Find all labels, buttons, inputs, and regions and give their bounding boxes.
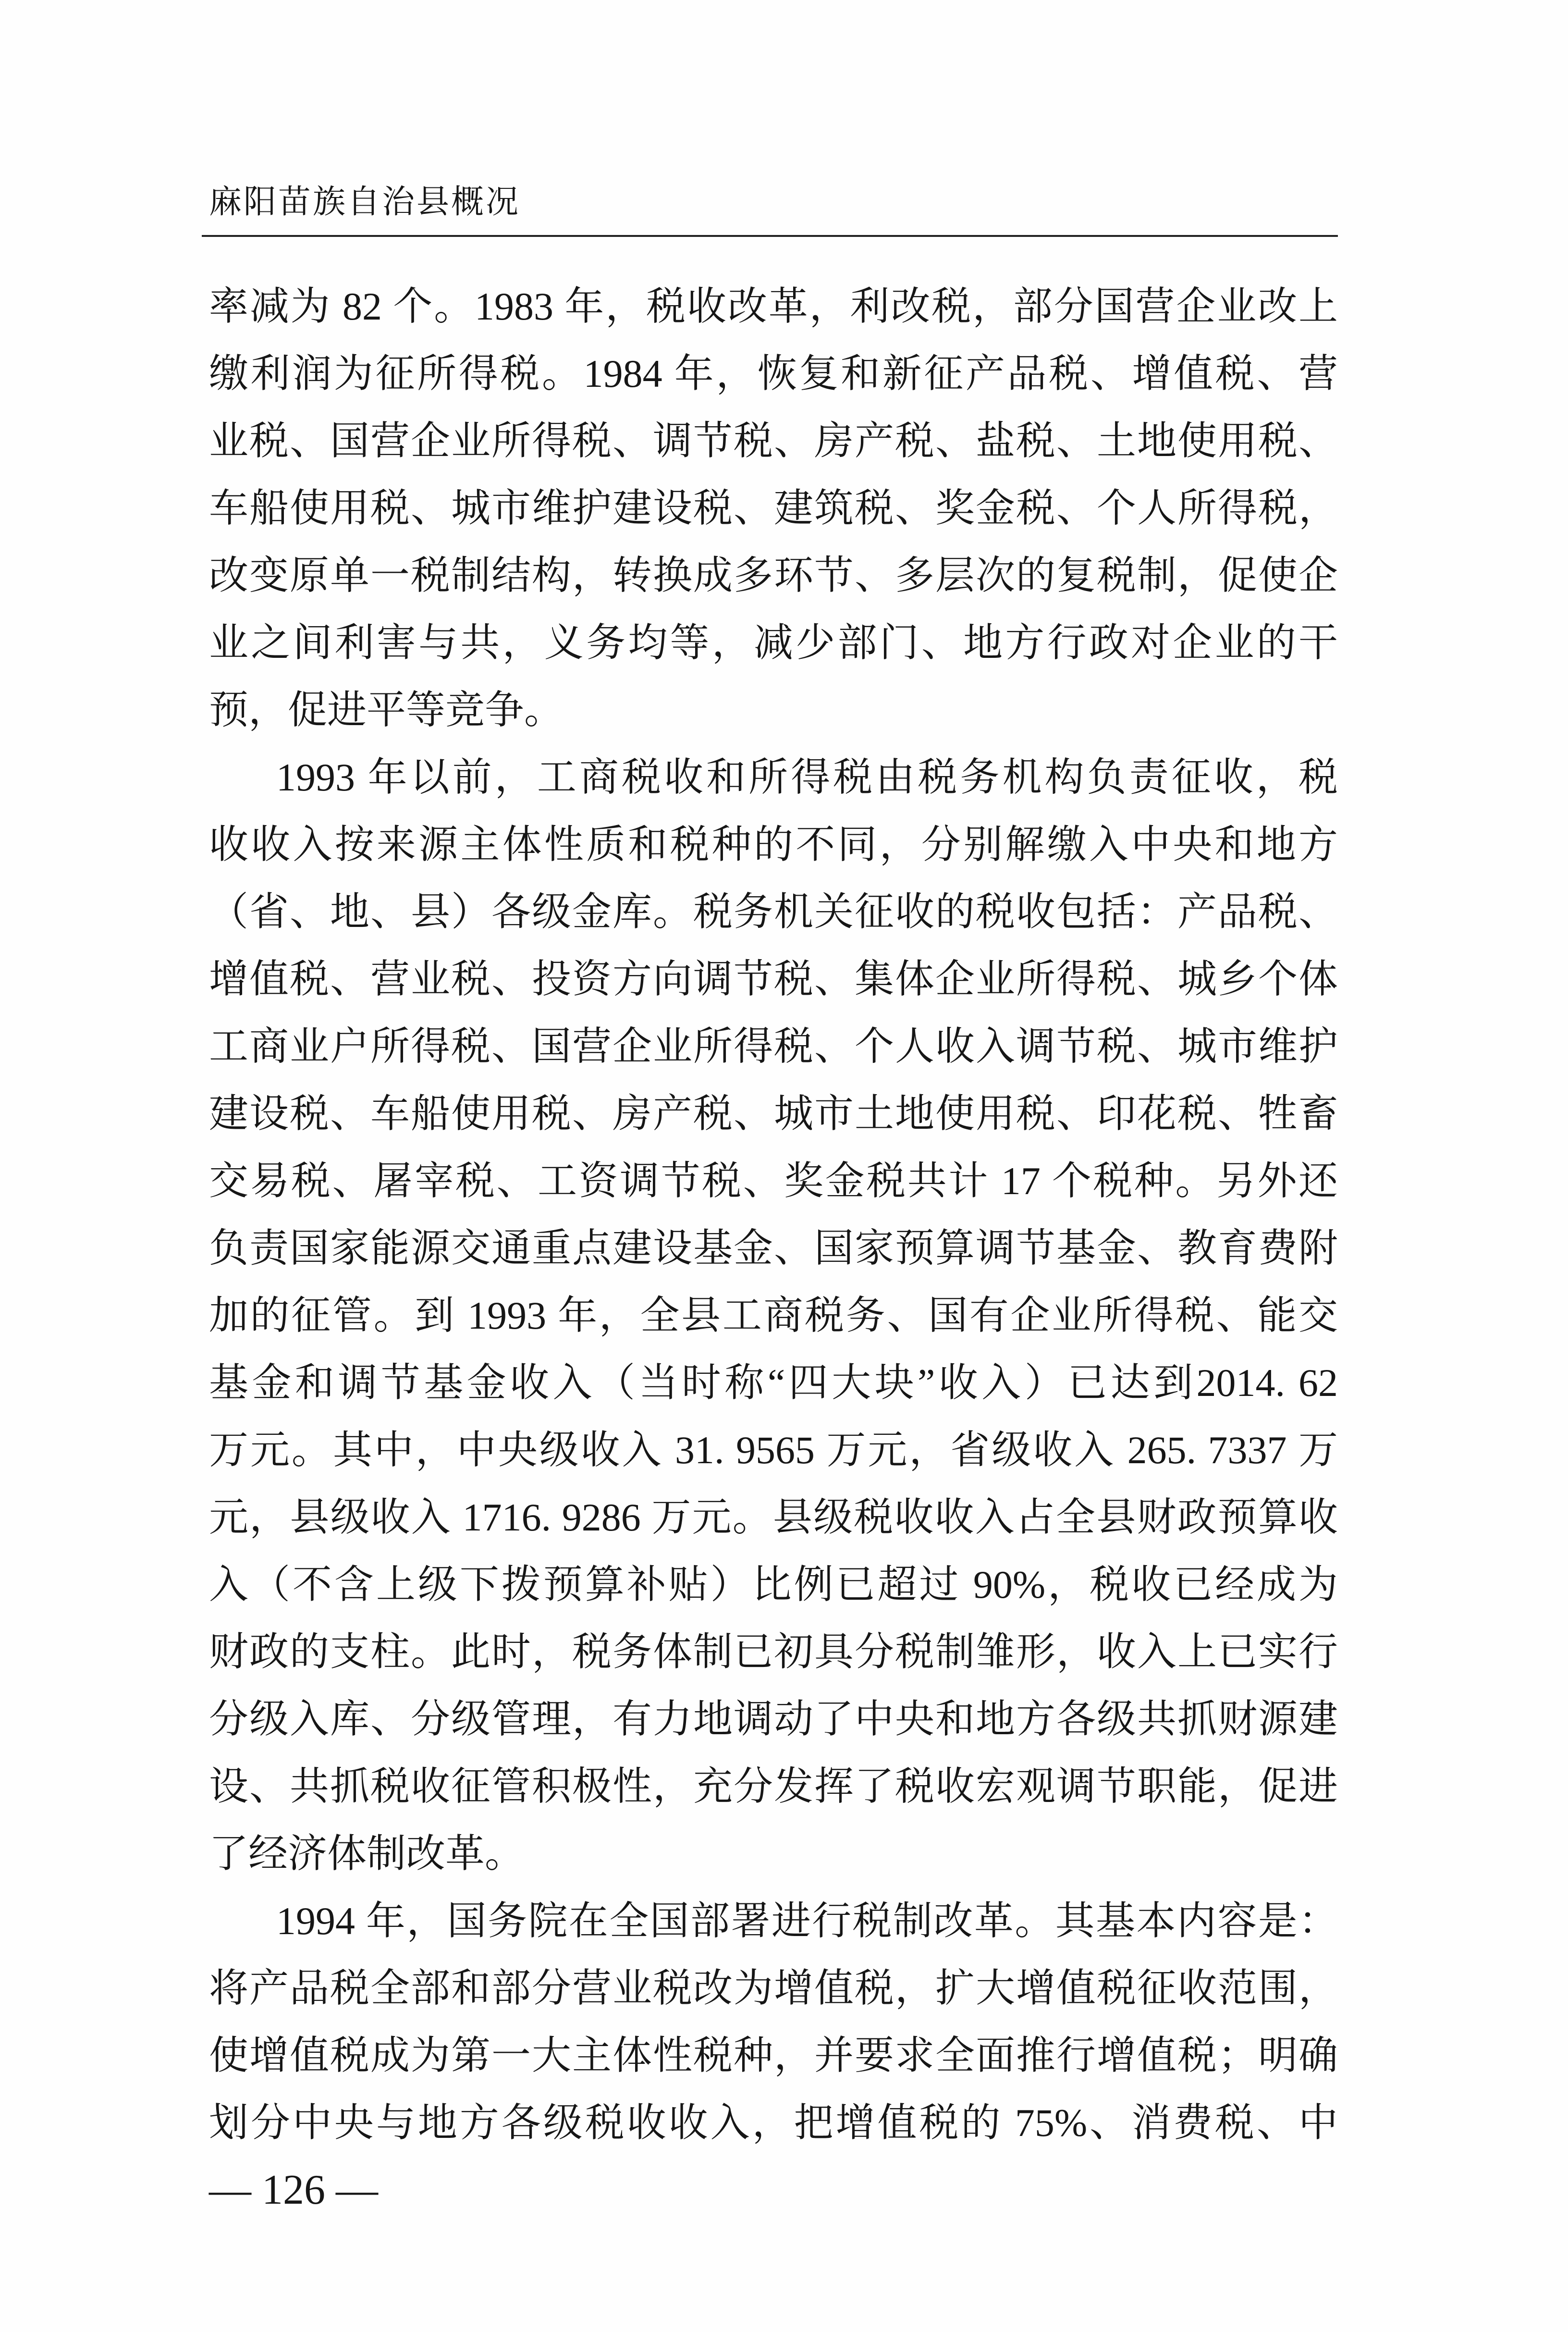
- paragraph: [209, 744, 1338, 1888]
- text-line: 元，县级收入 1716. 9286 万元。县级税收收入占全县财政预算收: [209, 1495, 1338, 1539]
- running-head: 麻阳苗族自治县概况: [209, 184, 521, 220]
- text-line: 缴利润为征所得税。1984 年，恢复和新征产品税、增值税、营: [209, 352, 1338, 395]
- text-line: 业税、国营企业所得税、调节税、房产税、盐税、土地使用税、: [209, 419, 1338, 463]
- text-line: 万元。其中，中央级收入 31. 9565 万元，省级收入 265. 7337 万: [209, 1428, 1338, 1472]
- text-line: 率减为 82 个。1983 年，税收改革，利改税，部分国营企业改上: [209, 284, 1338, 328]
- text-line: 负责国家能源交通重点建设基金、国家预算调节基金、教育费附: [209, 1226, 1338, 1270]
- text-line: 1993 年以前，工商税收和所得税由税务机构负责征收，税: [276, 755, 1338, 799]
- text-line: 1994 年，国务院在全国部署进行税制改革。其基本内容是：: [276, 1899, 1338, 1943]
- text-line: 分级入库、分级管理，有力地调动了中央和地方各级共抓财源建: [209, 1697, 1338, 1741]
- text-line: 划分中央与地方各级税收收入，把增值税的 75%、消费税、中: [209, 2101, 1338, 2145]
- text-line: 财政的支柱。此时，税务体制已初具分税制雏形，收入上已实行: [209, 1630, 1338, 1674]
- text-line: 加的征管。到 1993 年，全县工商税务、国有企业所得税、能交: [209, 1294, 1338, 1337]
- page-number: — 126 —: [209, 2167, 378, 2213]
- text-line: 收收入按来源主体性质和税种的不同，分别解缴入中央和地方: [209, 823, 1338, 866]
- text-line: 车船使用税、城市维护建设税、建筑税、奖金税、个人所得税，: [209, 486, 1338, 530]
- text-line: 了经济体制改革。: [209, 1832, 525, 1875]
- text-line: 入（不含上级下拨预算补贴）比例已超过 90%，税收已经成为: [209, 1563, 1338, 1606]
- text-line: 设、共抓税收征管积极性，充分发挥了税收宏观调节职能，促进: [209, 1764, 1338, 1808]
- text-line: 工商业户所得税、国营企业所得税、个人收入调节税、城市维护: [209, 1024, 1338, 1068]
- text-line: 交易税、屠宰税、工资调节税、奖金税共计 17 个税种。另外还: [209, 1159, 1338, 1203]
- text-line: 预，促进平等竞争。: [209, 688, 564, 732]
- header-rule: [202, 235, 1338, 237]
- text-line: 使增值税成为第一大主体性税种，并要求全面推行增值税；明确: [209, 2034, 1338, 2077]
- text-line: 业之间利害与共，义务均等，减少部门、地方行政对企业的干: [209, 621, 1338, 665]
- paragraph: [209, 1888, 1338, 2157]
- text-line: 建设税、车船使用税、房产税、城市土地使用税、印花税、牲畜: [209, 1092, 1338, 1135]
- body-text: [209, 273, 1338, 2157]
- text-line: 改变原单一税制结构，转换成多环节、多层次的复税制，促使企: [209, 554, 1338, 597]
- text-line: 增值税、营业税、投资方向调节税、集体企业所得税、城乡个体: [209, 957, 1338, 1001]
- text-line: 基金和调节基金收入（当时称“四大块”收入）已达到2014. 62: [209, 1361, 1338, 1405]
- paragraph: [209, 273, 1338, 744]
- text-line: 将产品税全部和部分营业税改为增值税，扩大增值税征收范围，: [209, 1966, 1338, 2010]
- text-line: （省、地、县）各级金库。税务机关征收的税收包括：产品税、: [209, 890, 1338, 934]
